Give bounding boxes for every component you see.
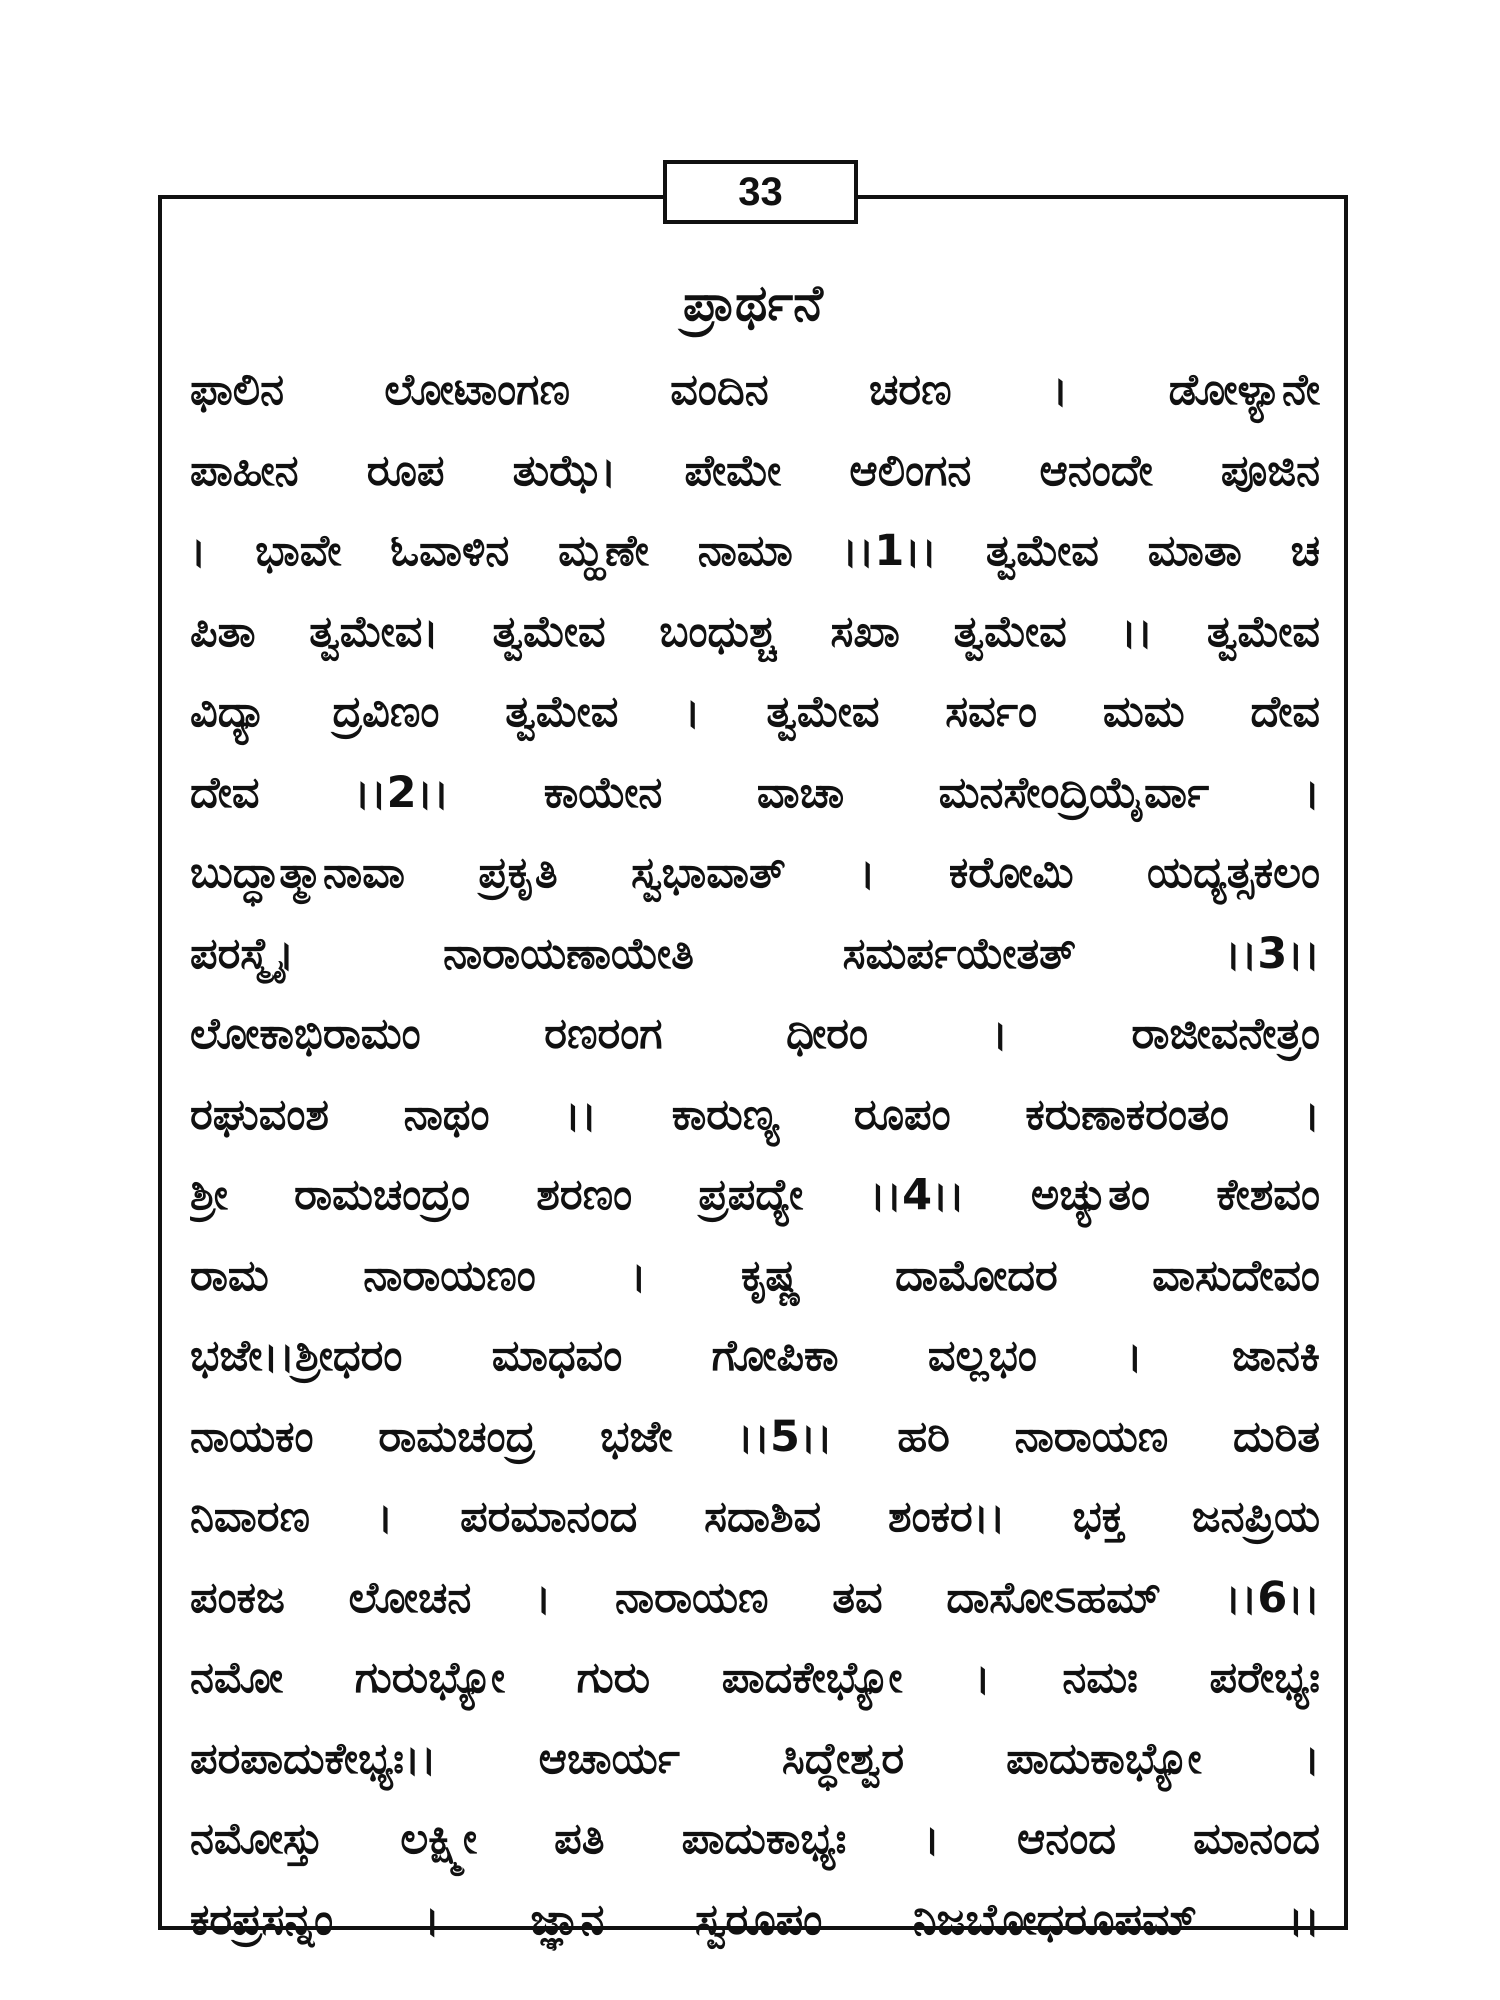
text-line: ಪರಪಾದುಕೇಭ್ಯಃ।। ಆಚಾರ್ಯ ಸಿದ್ಧೇಶ್ವರ ಪಾದುಕಾಭ್ಯೋ ।: [190, 1733, 1320, 1784]
text-line: ಲೋಕಾಭಿರಾಮಂ ರಣರಂಗ ಧೀರಂ । ರಾಜೀವನೇತ್ರಂ: [190, 1009, 1320, 1059]
text-line: ಭಜೇ।।ಶ್ರೀಧರಂ ಮಾಧವಂ ಗೋಪಿಕಾ ವಲ್ಲಭಂ । ಜಾನಕಿ: [190, 1331, 1320, 1381]
page-number: 33: [663, 160, 858, 224]
text-line: ಶ್ರೀ ರಾಮಚಂದ್ರಂ ಶರಣಂ ಪ್ರಪದ್ಯೇ ।।4।। ಅಚ್ಯುತಂ ಕೇಶವಂ: [190, 1170, 1320, 1220]
text-line: ಫಾಲಿನ ಲೋಟಾಂಗಣ ವಂದಿನ ಚರಣ । ಡೋಳ್ಯಾನೇ: [190, 365, 1320, 415]
text-line: ವಿದ್ಯಾ ದ್ರವಿಣಂ ತ್ವಮೇವ । ತ್ವಮೇವ ಸರ್ವಂ ಮಮ ದೇವ: [190, 687, 1320, 737]
text-line: ಪಿತಾ ತ್ವಮೇವ। ತ್ವಮೇವ ಬಂಧುಶ್ಚ ಸಖಾ ತ್ವಮೇವ ।। ತ್ವಮೇವ: [190, 606, 1320, 657]
text-line: ಪಂಕಜ ಲೋಚನ । ನಾರಾಯಣ ತವ ದಾಸೋಽಹಮ್ ।।6।।: [190, 1572, 1320, 1623]
text-line: ನಮೋಸ್ತು ಲಕ್ಷ್ಮೀ ಪತಿ ಪಾದುಕಾಭ್ಯಃ । ಆನಂದ ಮಾನಂದ: [190, 1814, 1320, 1864]
prayer-text: [190, 350, 1320, 1960]
text-line: ರಾಮ ನಾರಾಯಣಂ । ಕೃಷ್ಣ ದಾಮೋದರ ವಾಸುದೇವಂ: [190, 1250, 1320, 1301]
text-line: ಪರಸ್ಮೈ। ನಾರಾಯಣಾಯೇತಿ ಸಮರ್ಪಯೇತತ್ ।।3।।: [190, 928, 1320, 979]
text-line: ರಘುವಂಶ ನಾಥಂ ।। ಕಾರುಣ್ಯ ರೂಪಂ ಕರುಣಾಕರಂತಂ ।: [190, 1089, 1320, 1140]
text-line: । ಭಾವೇ ಓವಾಳಿನ ಮ್ಹಣೇ ನಾಮಾ ।।1।। ತ್ವಮೇವ ಮಾತಾ ಚ: [190, 526, 1320, 576]
text-line: ಕರಪ್ರಸನ್ನಂ । ಜ್ಞಾನ ಸ್ವರೂಪಂ ನಿಜಬೋಧರೂಪಮ್ ।।: [190, 1894, 1320, 1945]
text-line: ನಮೋ ಗುರುಭ್ಯೋ ಗುರು ಪಾದಕೇಭ್ಯೋ । ನಮಃ ಪರೇಭ್ಯಃ: [190, 1653, 1320, 1703]
text-line: ದೇವ ।।2।। ಕಾಯೇನ ವಾಚಾ ಮನಸೇಂದ್ರಿಯೈರ್ವಾ ।: [190, 767, 1320, 818]
text-line: ನಾಯಕಂ ರಾಮಚಂದ್ರ ಭಜೇ ।।5।। ಹರಿ ನಾರಾಯಣ ದುರಿತ: [190, 1411, 1320, 1462]
text-line: ಪಾಹೀನ ರೂಪ ತುಝೆ। ಪೇಮೇ ಆಲಿಂಗನ ಆನಂದೇ ಪೂಜಿನ: [190, 445, 1320, 496]
prayer-title: ಪ್ರಾರ್ಥನೆ: [683, 274, 823, 332]
text-line: ನಿವಾರಣ । ಪರಮಾನಂದ ಸದಾಶಿವ ಶಂಕರ।। ಭಕ್ತ ಜನಪ್ರಿಯ: [190, 1492, 1320, 1542]
text-line: ಬುದ್ಧಾತ್ಮಾನಾವಾ ಪ್ರಕೃತಿ ಸ್ವಭಾವಾತ್ । ಕರೋಮಿ ಯದ್ಯತ್ಸಕಲಂ: [190, 848, 1320, 898]
